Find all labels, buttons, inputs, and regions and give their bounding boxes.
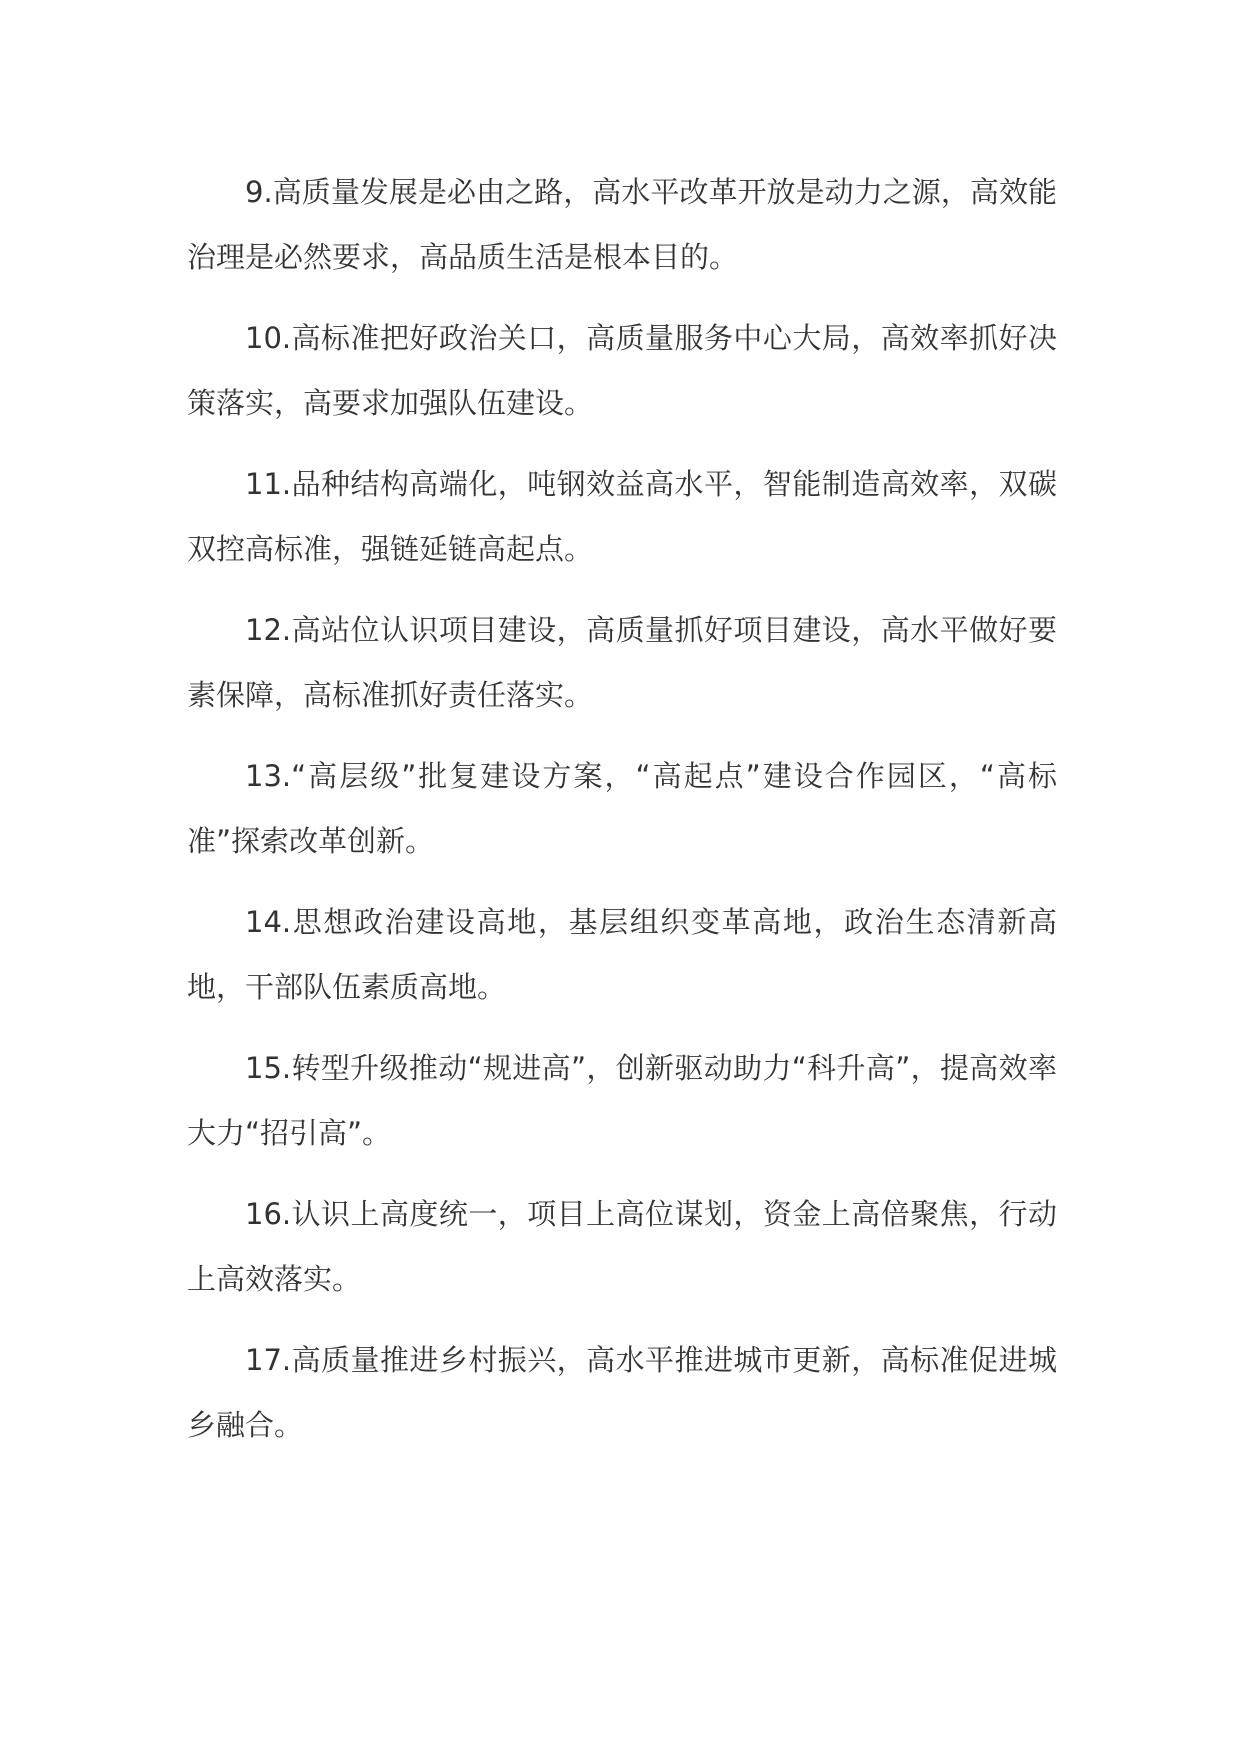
paragraph-14: 14.思想政治建设高地，基层组织变革高地，政治生态清新高地，干部队伍素质高地。 (187, 905, 1057, 1004)
paragraph-11: 11.品种结构高端化，吨钢效益高水平，智能制造高效率，双碳双控高标准，强链延链高起点。 (187, 467, 1057, 566)
paragraph-16: 16.认识上高度统一，项目上高位谋划，资金上高倍聚焦，行动上高效落实。 (187, 1197, 1057, 1296)
paragraph-17: 17.高质量推进乡村振兴，高水平推进城市更新，高标准促进城乡融合。 (187, 1343, 1057, 1442)
paragraph-12: 12.高站位认识项目建设，高质量抓好项目建设，高水平做好要素保障，高标准抓好责任落实。 (187, 613, 1057, 712)
paragraph-10: 10.高标准把好政治关口，高质量服务中心大局，高效率抓好决策落实，高要求加强队伍建设。 (187, 321, 1057, 420)
document-page (187, 160, 1057, 1474)
paragraph-9: 9.高质量发展是必由之路，高水平改革开放是动力之源，高效能治理是必然要求，高品质生活是根本目的。 (187, 175, 1057, 274)
paragraph-13: 13.“高层级”批复建设方案，“高起点”建设合作园区，“高标准”探索改革创新。 (187, 759, 1057, 858)
paragraph-15: 15.转型升级推动“规进高”，创新驱动助力“科升高”，提高效率大力“招引高”。 (187, 1051, 1057, 1150)
